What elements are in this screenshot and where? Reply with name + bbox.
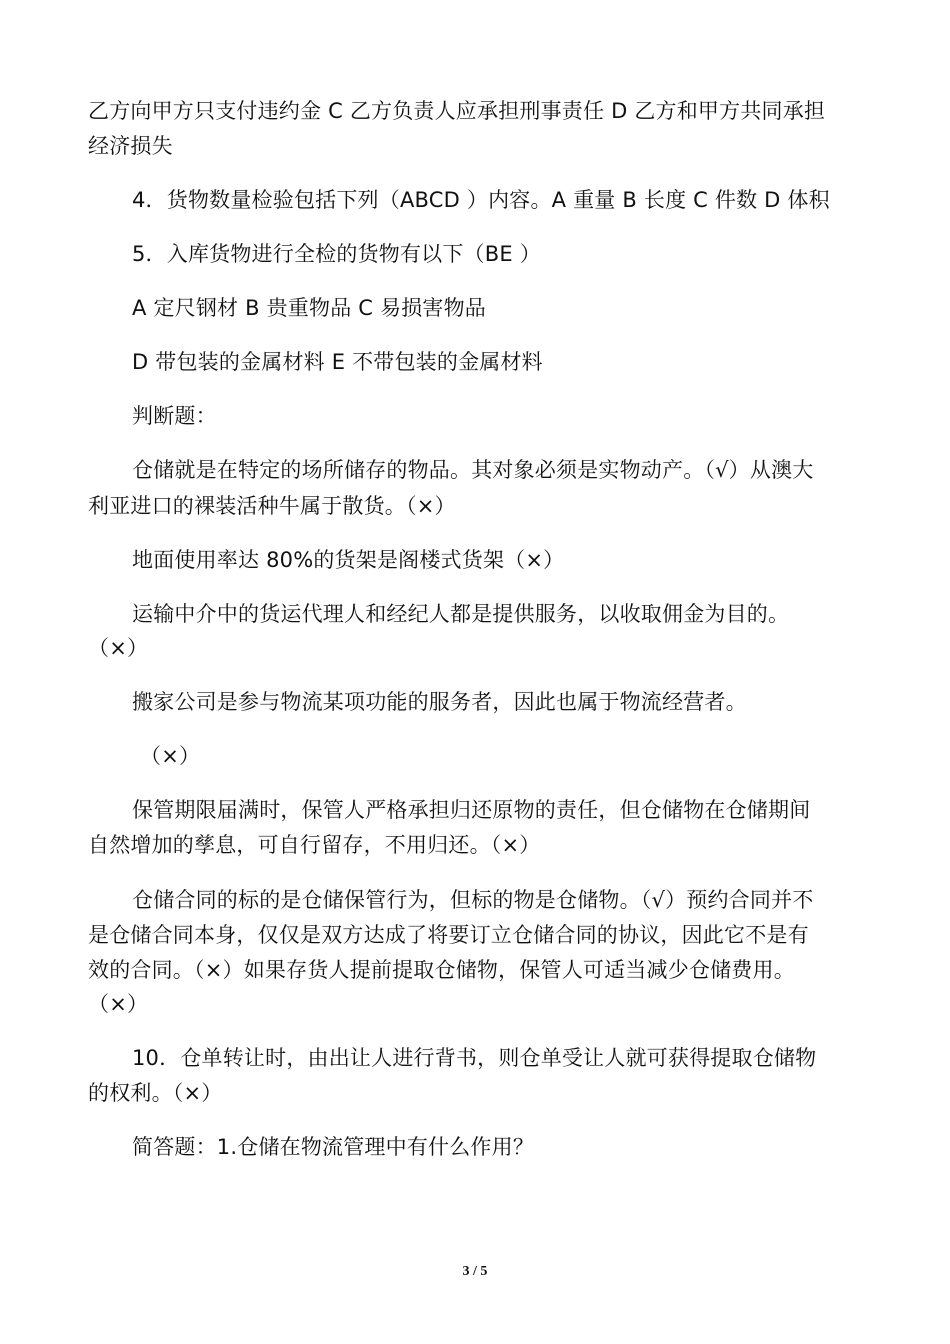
question-10: 10．仓单转让时，由出让人进行背书，则仓单受让人就可获得提取仓储物	[132, 1046, 817, 1070]
page-number: 3 / 5	[462, 1264, 488, 1279]
question-4: 4．货物数量检验包括下列（ABCD ）内容。A 重量 B 长度 C 件数 D 体积	[132, 188, 830, 212]
answer-mark: （×）	[140, 744, 201, 768]
text-line: 乙方向甲方只支付违约金 C 乙方负责人应承担刑事责任 D 乙方和甲方共同承担	[88, 99, 826, 123]
answer-mark: （×）	[88, 992, 149, 1016]
options-line: A 定尺钢材 B 贵重物品 C 易损害物品	[132, 296, 487, 320]
text-line: 保管期限届满时，保管人严格承担归还原物的责任，但仓储物在仓储期间	[132, 798, 811, 822]
answer-mark: （×）	[88, 636, 149, 660]
text-line: 是仓储合同本身，仅仅是双方达成了将要订立仓储合同的协议，因此它不是有	[88, 923, 809, 947]
text-line: 地面使用率达 80%的货架是阁楼式货架（×）	[132, 548, 565, 572]
question-5: 5．入库货物进行全检的货物有以下（BE ）	[132, 242, 541, 266]
text-line: 利亚进口的裸装活种牛属于散货。（×）	[88, 494, 456, 518]
text-line: 仓储就是在特定的场所储存的物品。其对象必须是实物动产。（√）从澳大	[132, 458, 814, 482]
text-line: 仓储合同的标的是仓储保管行为，但标的物是仓储物。（√）预约合同并不	[132, 888, 814, 912]
section-heading-judgement: 判断题：	[132, 404, 217, 428]
options-line: D 带包装的金属材料 E 不带包装的金属材料	[132, 350, 543, 374]
text-line: 经济损失	[88, 134, 173, 158]
text-line: 效的合同。（×）如果存货人提前提取仓储物，保管人可适当减少仓储费用。	[88, 958, 795, 982]
text-line: 的权利。（×）	[88, 1081, 223, 1105]
text-line: 搬家公司是参与物流某项功能的服务者，因此也属于物流经营者。	[132, 690, 747, 714]
text-line: 运输中介中的货运代理人和经纪人都是提供服务，以收取佣金为目的。	[132, 602, 790, 626]
text-line: 自然增加的孳息，可自行留存，不用归还。（×）	[88, 833, 541, 857]
section-heading-short-answer: 简答题：1.仓储在物流管理中有什么作用？	[132, 1135, 535, 1159]
